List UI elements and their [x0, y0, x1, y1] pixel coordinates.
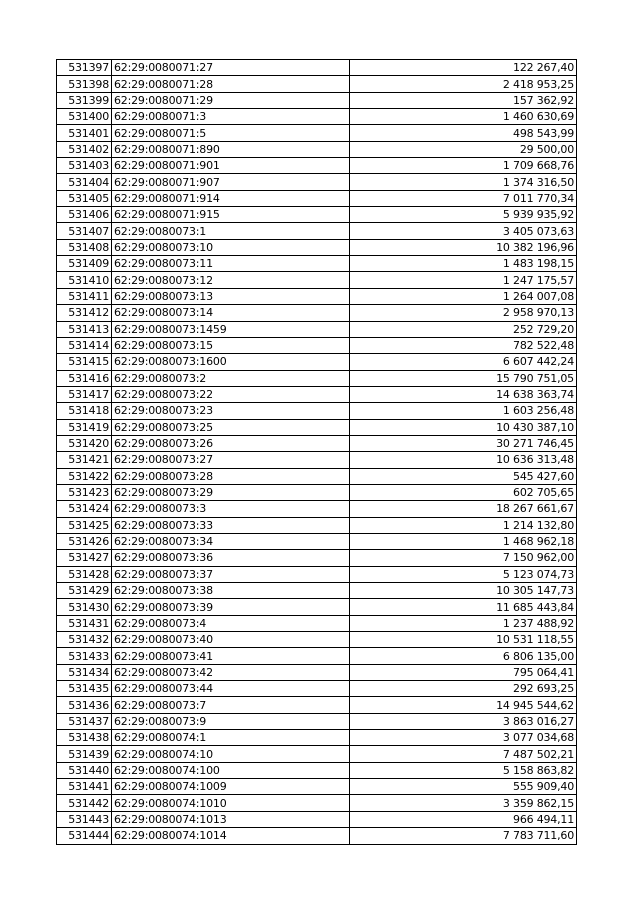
row-id-cell: 531434	[57, 664, 112, 680]
table-row	[57, 435, 577, 451]
table-row	[57, 501, 577, 517]
row-id-cell: 531402	[57, 141, 112, 157]
row-id-cell: 531417	[57, 386, 112, 402]
table-row	[57, 566, 577, 582]
row-id-cell: 531427	[57, 550, 112, 566]
table-row	[57, 403, 577, 419]
table-row	[57, 321, 577, 337]
cadastral-number-cell: 62:29:0080071:5	[112, 125, 350, 141]
row-id-cell: 531431	[57, 615, 112, 631]
table-row	[57, 632, 577, 648]
cadastral-value-cell: 7 150 962,00	[350, 550, 577, 566]
cadastral-value-cell: 1 214 132,80	[350, 517, 577, 533]
cadastral-value-cell: 7 783 711,60	[350, 828, 577, 844]
row-id-cell: 531401	[57, 125, 112, 141]
table-row	[57, 664, 577, 680]
row-id-cell: 531397	[57, 60, 112, 76]
cadastral-value-cell: 795 064,41	[350, 664, 577, 680]
row-id-cell: 531435	[57, 681, 112, 697]
cadastral-number-cell: 62:29:0080073:34	[112, 533, 350, 549]
table-row	[57, 795, 577, 811]
cadastral-value-cell: 10 430 387,10	[350, 419, 577, 435]
cadastral-value-cell: 14 945 544,62	[350, 697, 577, 713]
row-id-cell: 531436	[57, 697, 112, 713]
cadastral-value-cell: 3 405 073,63	[350, 223, 577, 239]
cadastral-value-cell: 1 483 198,15	[350, 256, 577, 272]
row-id-cell: 531438	[57, 730, 112, 746]
row-id-cell: 531421	[57, 452, 112, 468]
cadastral-value-cell: 292 693,25	[350, 681, 577, 697]
table-row	[57, 419, 577, 435]
cadastral-value-cell: 5 158 863,82	[350, 762, 577, 778]
cadastral-value-cell: 5 939 935,92	[350, 207, 577, 223]
row-id-cell: 531400	[57, 109, 112, 125]
row-id-cell: 531437	[57, 713, 112, 729]
cadastral-number-cell: 62:29:0080074:1013	[112, 811, 350, 827]
cadastral-number-cell: 62:29:0080073:1459	[112, 321, 350, 337]
table-row	[57, 648, 577, 664]
cadastral-value-cell: 14 638 363,74	[350, 386, 577, 402]
table-row	[57, 207, 577, 223]
table-row	[57, 517, 577, 533]
table-row	[57, 386, 577, 402]
row-id-cell: 531399	[57, 92, 112, 108]
row-id-cell: 531403	[57, 158, 112, 174]
table-row	[57, 272, 577, 288]
cadastral-value-table	[56, 59, 577, 845]
cadastral-number-cell: 62:29:0080074:1014	[112, 828, 350, 844]
cadastral-number-cell: 62:29:0080073:33	[112, 517, 350, 533]
row-id-cell: 531440	[57, 762, 112, 778]
cadastral-value-cell: 3 077 034,68	[350, 730, 577, 746]
cadastral-number-cell: 62:29:0080071:29	[112, 92, 350, 108]
cadastral-number-cell: 62:29:0080071:3	[112, 109, 350, 125]
cadastral-number-cell: 62:29:0080073:14	[112, 305, 350, 321]
row-id-cell: 531442	[57, 795, 112, 811]
cadastral-number-cell: 62:29:0080071:28	[112, 76, 350, 92]
cadastral-value-cell: 10 531 118,55	[350, 632, 577, 648]
cadastral-number-cell: 62:29:0080074:100	[112, 762, 350, 778]
cadastral-number-cell: 62:29:0080073:9	[112, 713, 350, 729]
cadastral-value-cell: 545 427,60	[350, 468, 577, 484]
cadastral-number-cell: 62:29:0080073:10	[112, 239, 350, 255]
cadastral-number-cell: 62:29:0080073:39	[112, 599, 350, 615]
cadastral-value-cell: 18 267 661,67	[350, 501, 577, 517]
row-id-cell: 531426	[57, 533, 112, 549]
row-id-cell: 531424	[57, 501, 112, 517]
row-id-cell: 531422	[57, 468, 112, 484]
cadastral-value-cell: 29 500,00	[350, 141, 577, 157]
cadastral-number-cell: 62:29:0080073:1600	[112, 354, 350, 370]
table-row	[57, 141, 577, 157]
table-row	[57, 190, 577, 206]
table-row	[57, 533, 577, 549]
cadastral-number-cell: 62:29:0080073:4	[112, 615, 350, 631]
row-id-cell: 531432	[57, 632, 112, 648]
row-id-cell: 531439	[57, 746, 112, 762]
cadastral-number-cell: 62:29:0080073:15	[112, 337, 350, 353]
row-id-cell: 531404	[57, 174, 112, 190]
cadastral-number-cell: 62:29:0080073:1	[112, 223, 350, 239]
cadastral-value-cell: 6 806 135,00	[350, 648, 577, 664]
cadastral-number-cell: 62:29:0080073:22	[112, 386, 350, 402]
row-id-cell: 531408	[57, 239, 112, 255]
row-id-cell: 531433	[57, 648, 112, 664]
cadastral-value-cell: 1 374 316,50	[350, 174, 577, 190]
cadastral-number-cell: 62:29:0080071:890	[112, 141, 350, 157]
row-id-cell: 531412	[57, 305, 112, 321]
cadastral-number-cell: 62:29:0080073:38	[112, 583, 350, 599]
cadastral-number-cell: 62:29:0080073:12	[112, 272, 350, 288]
cadastral-number-cell: 62:29:0080073:25	[112, 419, 350, 435]
row-id-cell: 531428	[57, 566, 112, 582]
row-id-cell: 531443	[57, 811, 112, 827]
cadastral-number-cell: 62:29:0080073:40	[112, 632, 350, 648]
cadastral-number-cell: 62:29:0080074:1009	[112, 779, 350, 795]
table-row	[57, 109, 577, 125]
table-row	[57, 468, 577, 484]
table-row	[57, 615, 577, 631]
cadastral-number-cell: 62:29:0080074:1	[112, 730, 350, 746]
cadastral-value-cell: 252 729,20	[350, 321, 577, 337]
row-id-cell: 531405	[57, 190, 112, 206]
cadastral-number-cell: 62:29:0080071:901	[112, 158, 350, 174]
row-id-cell: 531410	[57, 272, 112, 288]
row-id-cell: 531429	[57, 583, 112, 599]
row-id-cell: 531419	[57, 419, 112, 435]
row-id-cell: 531441	[57, 779, 112, 795]
table-row	[57, 550, 577, 566]
cadastral-number-cell: 62:29:0080073:42	[112, 664, 350, 680]
cadastral-number-cell: 62:29:0080071:915	[112, 207, 350, 223]
cadastral-value-cell: 15 790 751,05	[350, 370, 577, 386]
cadastral-value-cell: 10 305 147,73	[350, 583, 577, 599]
table-row	[57, 484, 577, 500]
cadastral-number-cell: 62:29:0080074:10	[112, 746, 350, 762]
cadastral-value-cell: 966 494,11	[350, 811, 577, 827]
table-row	[57, 354, 577, 370]
table-row	[57, 256, 577, 272]
row-id-cell: 531416	[57, 370, 112, 386]
cadastral-value-cell: 555 909,40	[350, 779, 577, 795]
cadastral-number-cell: 62:29:0080073:41	[112, 648, 350, 664]
cadastral-value-cell: 1 709 668,76	[350, 158, 577, 174]
row-id-cell: 531420	[57, 435, 112, 451]
cadastral-value-cell: 1 603 256,48	[350, 403, 577, 419]
row-id-cell: 531415	[57, 354, 112, 370]
cadastral-number-cell: 62:29:0080071:27	[112, 60, 350, 76]
row-id-cell: 531406	[57, 207, 112, 223]
cadastral-value-cell: 30 271 746,45	[350, 435, 577, 451]
cadastral-number-cell: 62:29:0080073:13	[112, 288, 350, 304]
table-row	[57, 762, 577, 778]
table-row	[57, 288, 577, 304]
table-row	[57, 92, 577, 108]
cadastral-number-cell: 62:29:0080073:27	[112, 452, 350, 468]
table-row	[57, 370, 577, 386]
cadastral-value-cell: 3 359 862,15	[350, 795, 577, 811]
cadastral-value-cell: 10 636 313,48	[350, 452, 577, 468]
cadastral-number-cell: 62:29:0080073:37	[112, 566, 350, 582]
table-row	[57, 305, 577, 321]
cadastral-number-cell: 62:29:0080073:7	[112, 697, 350, 713]
table-row	[57, 697, 577, 713]
table-row	[57, 681, 577, 697]
table-row	[57, 779, 577, 795]
row-id-cell: 531409	[57, 256, 112, 272]
table-row	[57, 174, 577, 190]
table-row	[57, 125, 577, 141]
cadastral-value-cell: 7 011 770,34	[350, 190, 577, 206]
cadastral-number-cell: 62:29:0080073:3	[112, 501, 350, 517]
table-row	[57, 76, 577, 92]
table-row	[57, 583, 577, 599]
cadastral-number-cell: 62:29:0080073:36	[112, 550, 350, 566]
table-row	[57, 337, 577, 353]
table-row	[57, 746, 577, 762]
table-row	[57, 730, 577, 746]
row-id-cell: 531407	[57, 223, 112, 239]
table-row	[57, 223, 577, 239]
cadastral-value-cell: 1 264 007,08	[350, 288, 577, 304]
row-id-cell: 531413	[57, 321, 112, 337]
cadastral-value-cell: 1 460 630,69	[350, 109, 577, 125]
cadastral-value-cell: 1 468 962,18	[350, 533, 577, 549]
row-id-cell: 531411	[57, 288, 112, 304]
cadastral-value-cell: 5 123 074,73	[350, 566, 577, 582]
cadastral-value-cell: 1 247 175,57	[350, 272, 577, 288]
cadastral-value-cell: 2 418 953,25	[350, 76, 577, 92]
cadastral-value-cell: 2 958 970,13	[350, 305, 577, 321]
cadastral-number-cell: 62:29:0080073:2	[112, 370, 350, 386]
cadastral-number-cell: 62:29:0080071:914	[112, 190, 350, 206]
cadastral-value-cell: 157 362,92	[350, 92, 577, 108]
row-id-cell: 531398	[57, 76, 112, 92]
cadastral-number-cell: 62:29:0080073:29	[112, 484, 350, 500]
cadastral-number-cell: 62:29:0080074:1010	[112, 795, 350, 811]
table-row	[57, 828, 577, 844]
cadastral-value-cell: 11 685 443,84	[350, 599, 577, 615]
cadastral-value-cell: 782 522,48	[350, 337, 577, 353]
cadastral-number-cell: 62:29:0080073:23	[112, 403, 350, 419]
cadastral-number-cell: 62:29:0080073:44	[112, 681, 350, 697]
cadastral-value-cell: 498 543,99	[350, 125, 577, 141]
table-row	[57, 599, 577, 615]
row-id-cell: 531430	[57, 599, 112, 615]
table-row	[57, 452, 577, 468]
table-body	[57, 60, 577, 845]
cadastral-value-cell: 6 607 442,24	[350, 354, 577, 370]
cadastral-number-cell: 62:29:0080071:907	[112, 174, 350, 190]
table-row	[57, 239, 577, 255]
cadastral-number-cell: 62:29:0080073:11	[112, 256, 350, 272]
table-row	[57, 60, 577, 76]
row-id-cell: 531418	[57, 403, 112, 419]
cadastral-number-cell: 62:29:0080073:28	[112, 468, 350, 484]
row-id-cell: 531425	[57, 517, 112, 533]
cadastral-value-cell: 1 237 488,92	[350, 615, 577, 631]
row-id-cell: 531414	[57, 337, 112, 353]
cadastral-value-cell: 7 487 502,21	[350, 746, 577, 762]
table-row	[57, 713, 577, 729]
table-row	[57, 811, 577, 827]
table-row	[57, 158, 577, 174]
cadastral-value-cell: 10 382 196,96	[350, 239, 577, 255]
row-id-cell: 531423	[57, 484, 112, 500]
cadastral-value-cell: 3 863 016,27	[350, 713, 577, 729]
cadastral-value-cell: 602 705,65	[350, 484, 577, 500]
row-id-cell: 531444	[57, 828, 112, 844]
cadastral-number-cell: 62:29:0080073:26	[112, 435, 350, 451]
cadastral-value-cell: 122 267,40	[350, 60, 577, 76]
